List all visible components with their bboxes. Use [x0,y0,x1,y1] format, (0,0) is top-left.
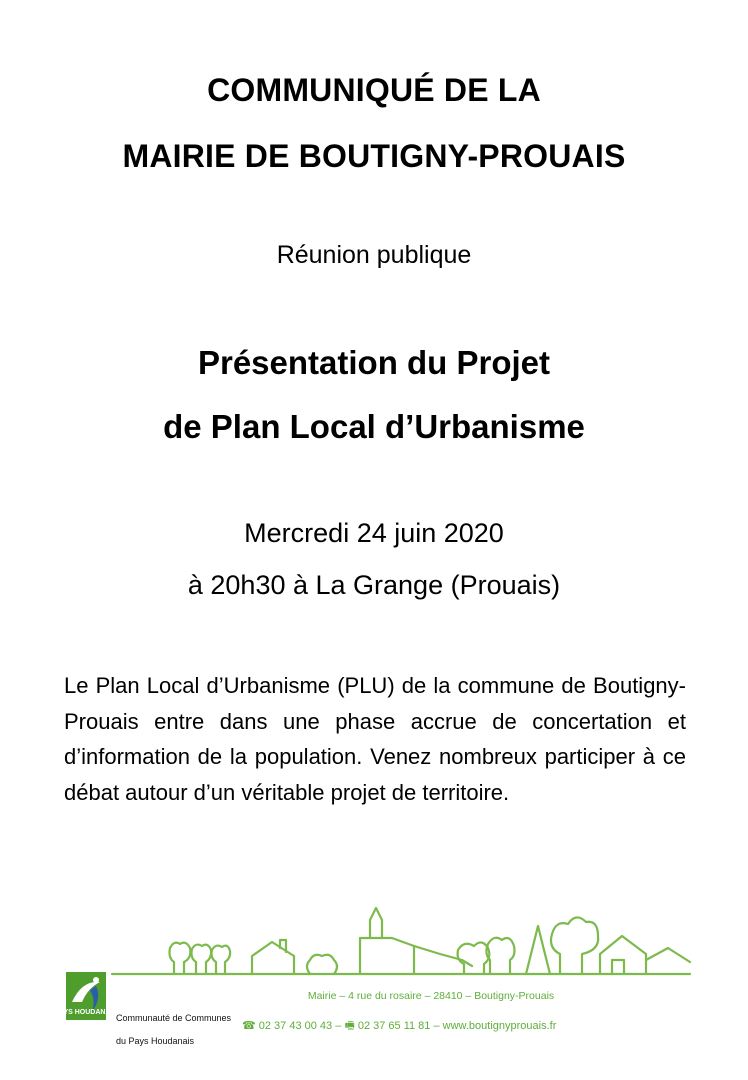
subtitle: Réunion publique [276,241,472,269]
community-line-1: Communauté de Communes [116,1013,232,1023]
title-line-2: MAIRIE DE BOUTIGNY-PROUAIS [122,138,626,174]
footer-contact: ☎ 02 37 43 00 43 – 🖷 02 37 65 11 81 – www.boutignyprouais.fr [242,1020,557,1032]
svg-text:PAYS HOUDANAIS: PAYS HOUDANAIS [54,1009,118,1016]
event-date: Mercredi 24 juin 2020 [244,518,504,548]
project-title-line-2: de Plan Local d’Urbanisme [163,408,585,445]
village-skyline-icon [112,896,690,980]
project-title-line-1: Présentation du Projet [197,344,551,381]
community-line-2: du Pays Houdanais [116,1036,195,1046]
title-line-1: COMMUNIQUÉ DE LA [207,72,541,108]
event-time-place: à 20h30 à La Grange (Prouais) [187,570,561,600]
body-paragraph: Le Plan Local d’Urbanisme (PLU) de la commune de Boutigny-Prouais entre dans une phase accrue de concertation et d’information de la population. Venez nombreux participer à ce débat autour d’un véritable projet de territoire. [64,673,686,805]
pays-houdanais-logo-icon [54,972,118,1032]
footer-address: Mairie – 4 rue du rosaire – 28410 – Boutigny-Prouais [307,990,555,1002]
